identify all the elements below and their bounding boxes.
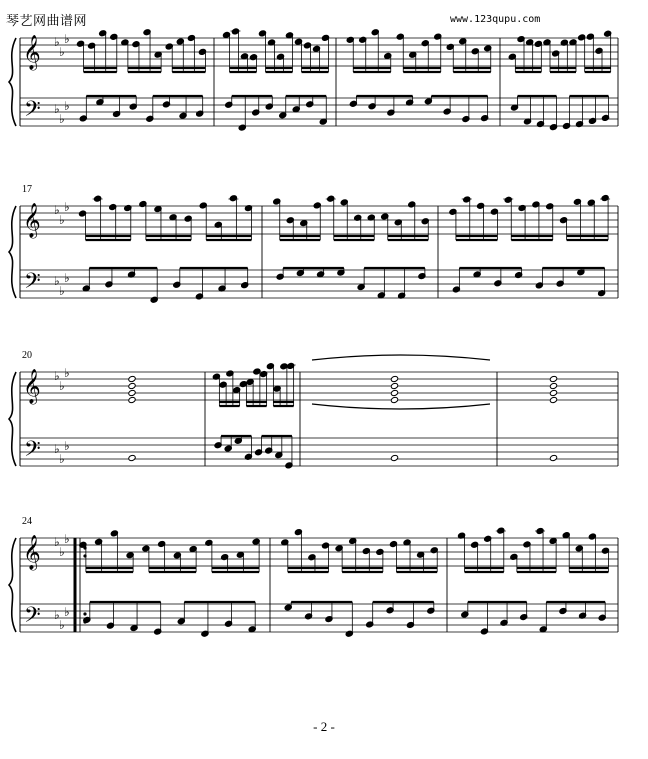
treble-clef-icon: 𝄞 xyxy=(23,203,41,238)
bass-note-head xyxy=(549,454,557,461)
key-flat-icon: ♭ xyxy=(64,439,70,453)
chord-note-head xyxy=(128,382,136,389)
site-watermark-url: www.123qupu.com xyxy=(450,14,541,25)
page-number: - 2 - xyxy=(313,719,335,734)
key-flat-icon: ♭ xyxy=(54,608,60,622)
key-flat-icon: ♭ xyxy=(64,366,70,380)
key-flat-icon: ♭ xyxy=(59,213,65,227)
measure-number-20: 20 xyxy=(22,350,32,361)
key-flat-icon: ♭ xyxy=(54,35,60,49)
site-watermark-cn: 琴艺网曲谱网 xyxy=(6,14,88,29)
chord-note-head xyxy=(128,375,136,382)
key-flat-icon: ♭ xyxy=(59,379,65,393)
key-flat-icon: ♭ xyxy=(59,112,65,126)
bass-note-head xyxy=(390,454,398,461)
chord-note-head xyxy=(128,396,136,403)
chord-note-head xyxy=(549,389,557,396)
key-flat-icon: ♭ xyxy=(59,618,65,632)
measure-number-24: 24 xyxy=(22,516,32,527)
chord-note-head xyxy=(390,375,398,382)
key-flat-icon: ♭ xyxy=(54,102,60,116)
key-flat-icon: ♭ xyxy=(64,99,70,113)
key-flat-icon: ♭ xyxy=(59,284,65,298)
treble-clef-icon: 𝄞 xyxy=(23,35,41,70)
key-flat-icon: ♭ xyxy=(54,535,60,549)
key-flat-icon: ♭ xyxy=(54,369,60,383)
bass-clef-icon: 𝄢 xyxy=(24,603,41,633)
chord-note-head xyxy=(549,375,557,382)
brace xyxy=(9,538,16,632)
bass-clef-icon: 𝄢 xyxy=(24,437,41,467)
measure-number-17: 17 xyxy=(22,184,32,195)
key-flat-icon: ♭ xyxy=(54,442,60,456)
key-flat-icon: ♭ xyxy=(64,605,70,619)
key-flat-icon: ♭ xyxy=(64,532,70,546)
chord-note-head xyxy=(390,389,398,396)
chord-note-head xyxy=(549,396,557,403)
repeat-dot xyxy=(83,612,86,615)
key-flat-icon: ♭ xyxy=(64,32,70,46)
treble-clef-icon: 𝄞 xyxy=(23,369,41,404)
tie xyxy=(312,355,490,360)
key-flat-icon: ♭ xyxy=(64,200,70,214)
chord-note-head xyxy=(128,389,136,396)
bass-clef-icon: 𝄢 xyxy=(24,269,41,299)
treble-clef-icon: 𝄞 xyxy=(23,535,41,570)
key-flat-icon: ♭ xyxy=(59,545,65,559)
key-flat-icon: ♭ xyxy=(64,271,70,285)
tie xyxy=(312,404,490,409)
brace xyxy=(9,206,16,298)
key-flat-icon: ♭ xyxy=(59,452,65,466)
chord-note-head xyxy=(549,382,557,389)
key-flat-icon: ♭ xyxy=(54,274,60,288)
chord-note-head xyxy=(390,396,398,403)
key-flat-icon: ♭ xyxy=(54,203,60,217)
chord-note-head xyxy=(390,382,398,389)
key-flat-icon: ♭ xyxy=(59,45,65,59)
bass-clef-icon: 𝄢 xyxy=(24,97,41,127)
bass-note-head xyxy=(128,454,136,461)
brace xyxy=(9,372,16,466)
brace xyxy=(9,38,16,126)
